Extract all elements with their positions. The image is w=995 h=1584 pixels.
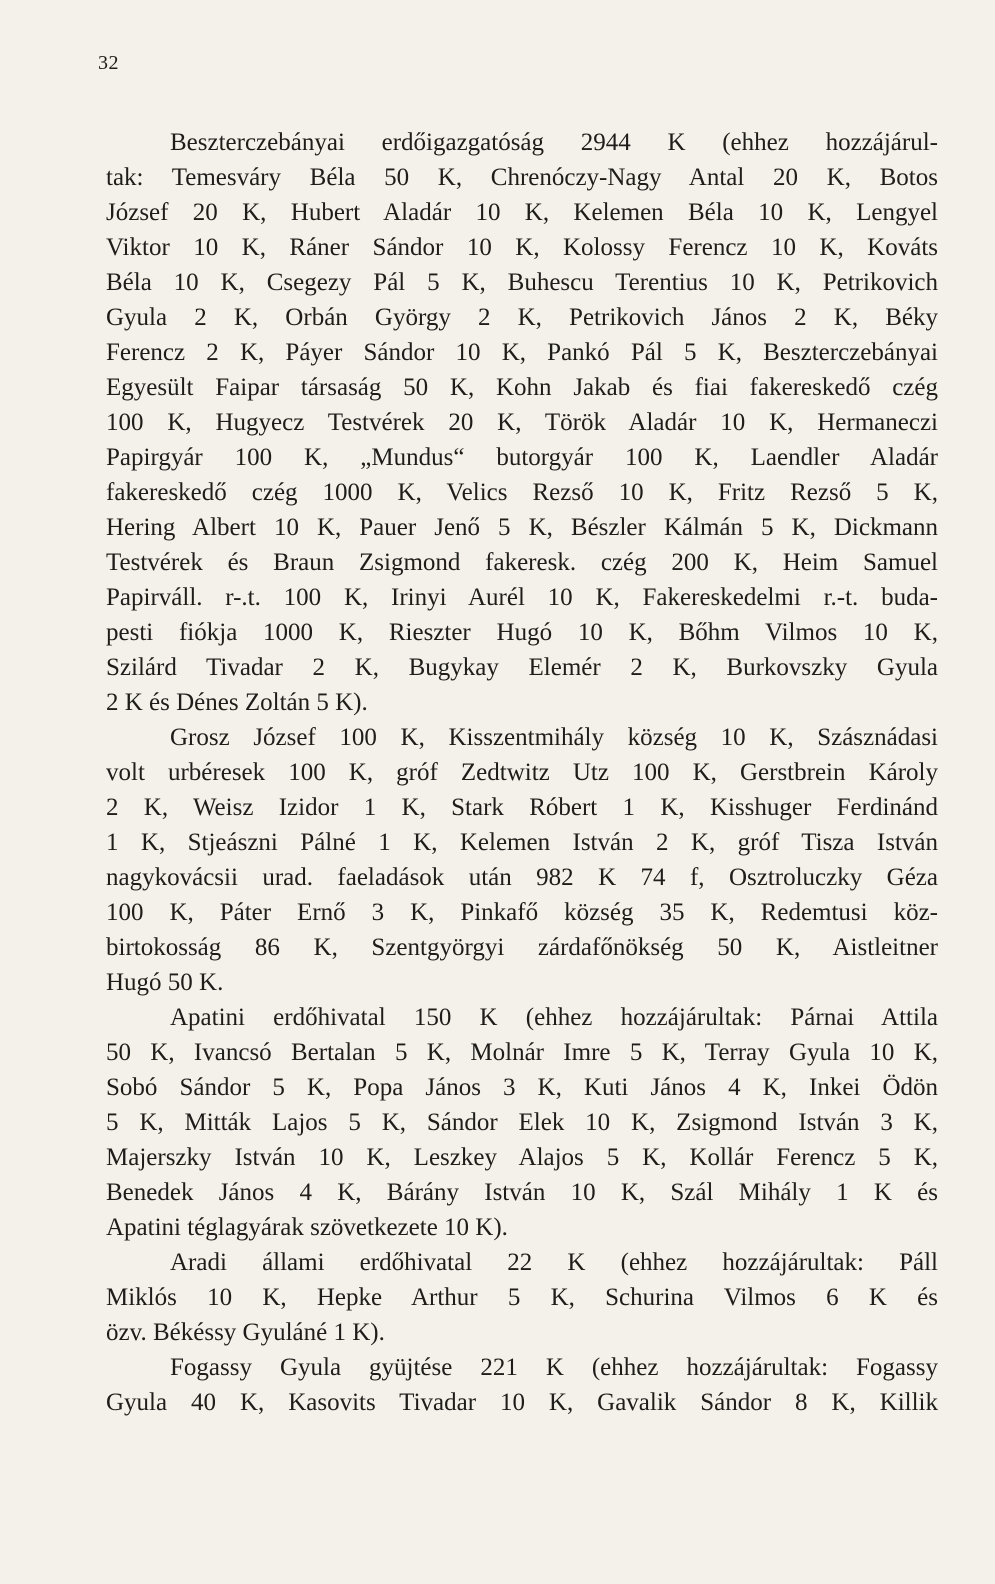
text-line: birtokosság 86 K, Szentgyörgyi zárdafőnökség 50 K, Aistleitner xyxy=(106,934,938,961)
text-line: Egyesült Faipar társaság 50 K, Kohn Jakab és fiai fakereskedő czég xyxy=(106,374,938,401)
text-line: Béla 10 K, Csegezy Pál 5 K, Buhescu Terentius 10 K, Petrikovich xyxy=(106,269,938,296)
text-line: volt urbéresek 100 K, gróf Zedtwitz Utz 100 K, Gerstbrein Károly xyxy=(106,759,938,786)
text-line: Apatini erdőhivatal 150 K (ehhez hozzájárultak: Párnai Attila xyxy=(170,1004,938,1031)
text-line: fakereskedő czég 1000 K, Velics Rezső 10 K, Fritz Rezső 5 K, xyxy=(106,479,938,506)
text-line: Papirgyár 100 K, „Mundus“ butorgyár 100 K, Laendler Aladár xyxy=(106,444,938,471)
text-line: Gyula 2 K, Orbán György 2 K, Petrikovich János 2 K, Béky xyxy=(106,304,938,331)
text-line: Benedek János 4 K, Bárány István 10 K, Szál Mihály 1 K és xyxy=(106,1179,938,1206)
text-line: Beszterczebányai erdőigazgatóság 2944 K (ehhez hozzájárul- xyxy=(170,129,938,156)
text-line: Szilárd Tivadar 2 K, Bugykay Elemér 2 K, Burkovszky Gyula xyxy=(106,654,938,681)
text-line: Viktor 10 K, Ráner Sándor 10 K, Kolossy Ferencz 10 K, Kováts xyxy=(106,234,938,261)
text-line: 50 K, Ivancsó Bertalan 5 K, Molnár Imre 5 K, Terray Gyula 10 K, xyxy=(106,1039,938,1066)
text-line: Sobó Sándor 5 K, Popa János 3 K, Kuti János 4 K, Inkei Ödön xyxy=(106,1074,938,1101)
text-line: Miklós 10 K, Hepke Arthur 5 K, Schurina Vilmos 6 K és xyxy=(106,1284,938,1311)
text-line: Testvérek és Braun Zsigmond fakeresk. czég 200 K, Heim Samuel xyxy=(106,549,938,576)
page-number: 32 xyxy=(98,52,119,74)
text-line: Apatini téglagyárak szövetkezete 10 K). xyxy=(106,1214,508,1241)
text-line: Majerszky István 10 K, Leszkey Alajos 5 K, Kollár Ferencz 5 K, xyxy=(106,1144,938,1171)
text-line: Aradi állami erdőhivatal 22 K (ehhez hozzájárultak: Páll xyxy=(170,1249,938,1276)
text-line: 2 K és Dénes Zoltán 5 K). xyxy=(106,689,368,716)
text-line: Gyula 40 K, Kasovits Tivadar 10 K, Gavalik Sándor 8 K, Killik xyxy=(106,1389,938,1416)
text-line: 5 K, Mitták Lajos 5 K, Sándor Elek 10 K, Zsigmond István 3 K, xyxy=(106,1109,938,1136)
text-line: Hering Albert 10 K, Pauer Jenő 5 K, Bészler Kálmán 5 K, Dickmann xyxy=(106,514,938,541)
text-line: Fogassy Gyula gyüjtése 221 K (ehhez hozzájárultak: Fogassy xyxy=(170,1354,938,1381)
text-line: Hugó 50 K. xyxy=(106,969,224,996)
text-line: Ferencz 2 K, Páyer Sándor 10 K, Pankó Pál 5 K, Beszterczebányai xyxy=(106,339,938,366)
text-line: Grosz József 100 K, Kisszentmihály község 10 K, Szásznádasi xyxy=(170,724,938,751)
body-text xyxy=(106,125,938,1420)
text-line: özv. Békéssy Gyuláné 1 K). xyxy=(106,1319,385,1346)
text-line: Papirváll. r-.t. 100 K, Irinyi Aurél 10 K, Fakereskedelmi r.-t. buda- xyxy=(106,584,938,611)
text-line: tak: Temesváry Béla 50 K, Chrenóczy-Nagy Antal 20 K, Botos xyxy=(106,164,938,191)
text-line: nagykovácsii urad. faeladások után 982 K 74 f, Osztroluczky Géza xyxy=(106,864,938,891)
text-line: 100 K, Páter Ernő 3 K, Pinkafő község 35 K, Redemtusi köz- xyxy=(106,899,938,926)
text-line: 100 K, Hugyecz Testvérek 20 K, Török Aladár 10 K, Hermaneczi xyxy=(106,409,938,436)
text-line: József 20 K, Hubert Aladár 10 K, Kelemen Béla 10 K, Lengyel xyxy=(106,199,938,226)
text-line: 2 K, Weisz Izidor 1 K, Stark Róbert 1 K, Kisshuger Ferdinánd xyxy=(106,794,938,821)
text-line: 1 K, Stjeászni Pálné 1 K, Kelemen István 2 K, gróf Tisza István xyxy=(106,829,938,856)
text-line: pesti fiókja 1000 K, Rieszter Hugó 10 K, Bőhm Vilmos 10 K, xyxy=(106,619,938,646)
